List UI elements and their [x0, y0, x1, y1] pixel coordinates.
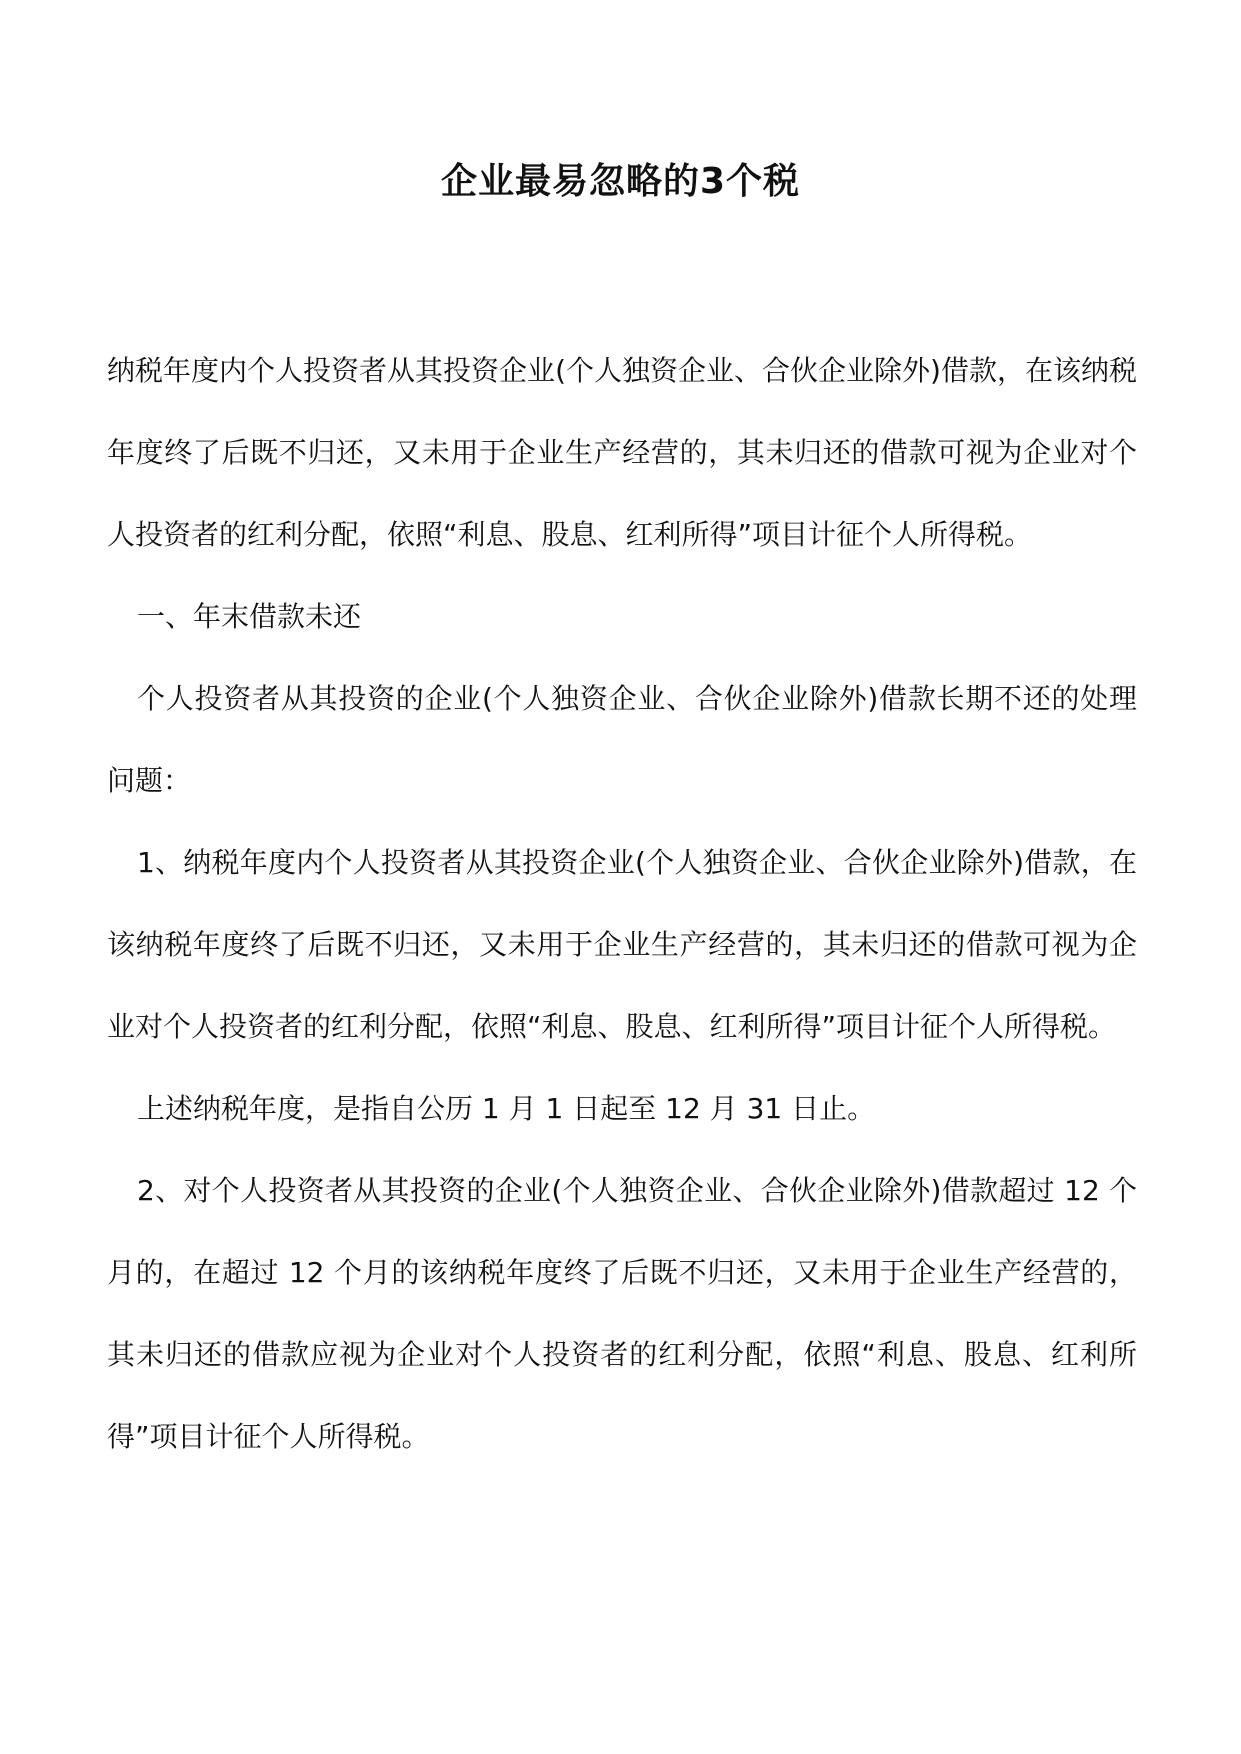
- paragraph-tax-year: 上述纳税年度，是指自公历 1 月 1 日起至 12 月 31 日止。: [137, 1092, 876, 1125]
- paragraph-problem: 个人投资者从其投资的企业(个人独资企业、合伙企业除外)借款长期不还的处理问题：: [107, 682, 1137, 797]
- paragraph-item-2: 2、对个人投资者从其投资的企业(个人独资企业、合伙企业除外)借款超过 12 个月的，在超过 12 个月的该纳税年度终了后既不归还，又未用于企业生产经营的，其未归还的借款应视为企业对个人投资者的红利分配，依照“利息、股息、红利所得”项目计征个人所得税。: [107, 1174, 1137, 1453]
- document-title: 企业最易忽略的3个税: [440, 161, 801, 202]
- paragraph-intro: 纳税年度内个人投资者从其投资企业(个人独资企业、合伙企业除外)借款，在该纳税年度终了后既不归还，又未用于企业生产经营的，其未归还的借款可视为企业对个人投资者的红利分配，依照“利息、股息、红利所得”项目计征个人所得税。: [107, 354, 1137, 551]
- section-heading: 一、年末借款未还: [137, 600, 362, 633]
- document-body: [107, 330, 1137, 1478]
- paragraph-item-1: 1、纳税年度内个人投资者从其投资企业(个人独资企业、合伙企业除外)借款，在该纳税年度终了后既不归还，又未用于企业生产经营的，其未归还的借款可视为企业对个人投资者的红利分配，依照“利息、股息、红利所得”项目计征个人所得税。: [107, 846, 1137, 1043]
